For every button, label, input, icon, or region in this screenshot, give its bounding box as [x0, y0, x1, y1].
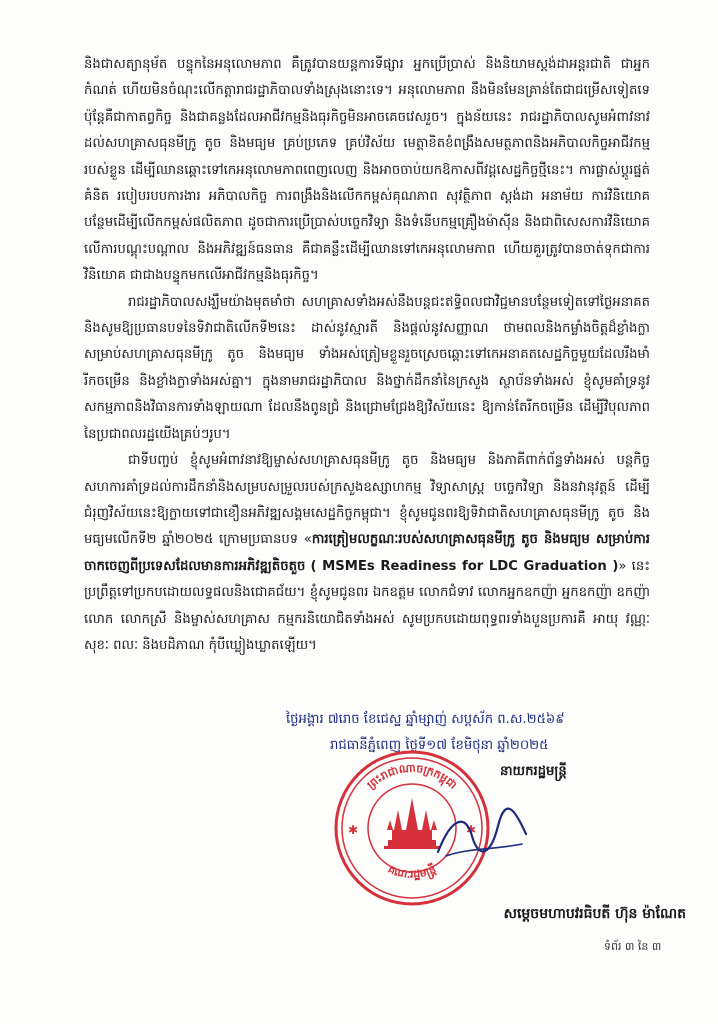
seal-text-bottom: គណៈរដ្ឋមន្ត្រី — [385, 862, 438, 882]
solar-date: រាជធានីភ្នំពេញ ថ្ងៃទី១៧ ខែមិថុនា ឆ្នាំ២០២៥ — [330, 738, 549, 753]
signer-title: នាយករដ្ឋមន្ត្រី — [500, 764, 567, 779]
lunar-date: ថ្ងៃអង្គារ ៧រោច ខែជេស្ឋ ឆ្នាំម្សាញ់ សប្តស័ក ព.ស.២៥៦៩ — [286, 712, 565, 727]
paragraph-1: និងជាសត្យានុម័ត បន្ទុកនៃអនុលោមភាព គឺត្រូវបានយន្តការទីផ្សារ អ្នកប្រើប្រាស់ និងនិយាមស្តង់ដាអន្តរជាតិ ជាអ្នកកំណត់ ហើយមិនចំណុះលើកត្តារាជរដ្ឋាភិបាលទាំងស្រុងនោះទេ។ អនុលោមភាព នឹងមិនមែនគ្រាន់តែជាជម្រើសទៀតទេ ប៉ុន្តែគឺជាកាតព្វកិច្ច និងជាគន្លងដែលអាជីវកម្មនិងធុរកិច្ចមិនអាចគេចវេសរួច។ ក្នុងន័យនេះ រាជរដ្ឋាភិបាលសូមអំពាវនាវដល់សហគ្រាសធុនមីក្រូ តូច និងមធ្យម គ្រប់ប្រភេទ គ្រប់វិស័យ មេត្តាខិតខំពង្រឹងសមត្ថភាពនិងអភិបាលកិច្ចអាជីវកម្មរបស់ខ្លួន ដើម្បីឈានឆ្ពោះទៅកេអនុលោមភាពពេញលេញ និងអាចចាប់យកឱកាសពីវដ្តសេដ្ឋកិច្ចថ្មីនេះ។ ការផ្លាស់ប្តូរផ្នត់គំនិត របៀបរបបការងារ អភិបាលកិច្ច ការពង្រឹងនិងលើកកម្ពស់គុណភាព សុវត្ថិភាព ស្តង់ដា អនាម័យ ការវិនិយោគបន្ថែមដើម្បីលើកកម្ពស់ផលិតភាព ដូចជាការប្រើប្រាស់បច្ចេកវិទ្យា និងទំនើបកម្មគ្រឿងម៉ាស៊ីន និងជាពិសេសការវិនិយោគលើការបណ្តុះបណ្តាល និងអភិវឌ្ឍន៍ធនធាន គឺជាគន្លឹះដើម្បីឈានទៅកេអនុលោមភាព ហើយគួរត្រូវបានចាត់ទុកជាការវិនិយោគ ជាជាងបន្ទុកមកលើអាជីវកម្មនិងធុរកិច្ច។ — [84, 57, 650, 284]
svg-text:✱: ✱ — [466, 823, 477, 837]
event-theme-en: ( MSMEs Readiness for LDC Graduation ) — [310, 558, 619, 574]
letter-body — [84, 52, 650, 659]
event-theme-kh: ការត្រៀមលក្ខណៈរបស់សហគ្រាសធុនមីក្រូ តូច និងមធ្យម សម្រាប់ការចាកចេញពីប្រទេសដែលមានការអភិវឌ្ឍតិចតួច — [84, 532, 650, 574]
paragraph-3-text: ជាទីបញ្ចប់ ខ្ញុំសូមអំពាវនាវឱ្យម្ចាស់សហគ្រាសធុនមីក្រូ តូច និងមធ្យម និងភាគីពាក់ព័ន្ធទាំងអស់ បន្តកិច្ចសហការគាំទ្រដល់ការដឹកនាំនិងសម្របសម្រួលរបស់ក្រសួងឧស្សាហកម្ម វិទ្យាសាស្ត្រ បច្ចេកវិទ្យា និងនវានុវត្តន៍ ដើម្បីជំរុញវិស័យនេះឱ្យក្លាយទៅជាខឿនអភិវឌ្ឍសង្គមសេដ្ឋកិច្ចកម្ពុជា។ ខ្ញុំសូមជូនពរឱ្យទិវាជាតិសហគ្រាសធុនមីក្រូ តូច និងមធ្យមលើកទី២ ឆ្នាំ២០២៥ ក្រោមប្រធានបទ « — [84, 453, 650, 548]
paragraph-2: រាជរដ្ឋាភិបាលសង្ឃឹមយ៉ាងមុតមាំថា សហគ្រាសទាំងអស់នឹងបន្តជះឥទ្ធិពលជាវិជ្ជមានបន្ថែមទៀតទៅថ្ងៃអនាគត និងសូមឱ្យប្រធានបទនៃទិវាជាតិលើកទី២នេះ ដាស់នូវស្មារតី និងផ្តល់នូវសញ្ញាណ ថាមពលនិងកម្លាំងចិត្តដ៏ខ្លាំងក្លា សម្រាប់សហគ្រាសធុនមីក្រូ តូច និងមធ្យម ទាំងអស់ត្រៀមខ្លួនរួចស្រេចឆ្ពោះទៅកេអនាគតសេដ្ឋកិច្ចមួយដែលរឹងមាំ រីកចម្រើន និងខ្លាំងក្លាទាំងអស់គ្នា។ ក្នុងនាមរាជរដ្ឋាភិបាល និងថ្នាក់ដឹកនាំនៃក្រសួង ស្ថាប័នទាំងអស់ ខ្ញុំសូមគាំទ្រនូវសកម្មភាពនិងវិធានការទាំងឡាយណា ដែលនឹងពូនជ្រំ និងជ្រោមជ្រែងឱ្យវិស័យនេះ ឱ្យកាន់តែរីកចម្រើន ដើម្បីវិបុលភាពនៃប្រជាពលរដ្ឋយើងគ្រប់ៗរូប។ — [84, 294, 650, 442]
paragraph-3 — [84, 448, 650, 659]
svg-text:✱: ✱ — [348, 823, 359, 837]
page-number: ទំព័រ ៣ នៃ ៣ — [604, 940, 662, 953]
signer-name: សម្តេចមហាបវរធិបតី ហ៊ុន ម៉ាណែត — [503, 906, 686, 922]
closing-text: » នេះ ប្រព្រឹត្តទៅប្រកបដោយលទ្ធផលនិងជោគជ័យ។ ខ្ញុំសូមជូនពរ ឯកឧត្តម លោកជំទាវ លោកអ្នកឧកញ៉ា អ្នកឧកញ៉ា ឧកញ៉ា លោក លោកស្រី និងម្ចាស់សហគ្រាស កម្មករនិយោជិតទាំងអស់ សូមប្រកបដោយពុទ្ធពរទាំងបួនប្រការគឺ អាយុ វណ្ណៈ សុខៈ ពលៈ និងបដិភាណ កុំបីឃ្លៀងឃ្លាតឡើយ។ — [84, 558, 650, 653]
handwritten-signature — [432, 806, 532, 866]
seal-text-top: ព្រះរាជាណាចក្រកម្ពុជា — [364, 761, 460, 792]
